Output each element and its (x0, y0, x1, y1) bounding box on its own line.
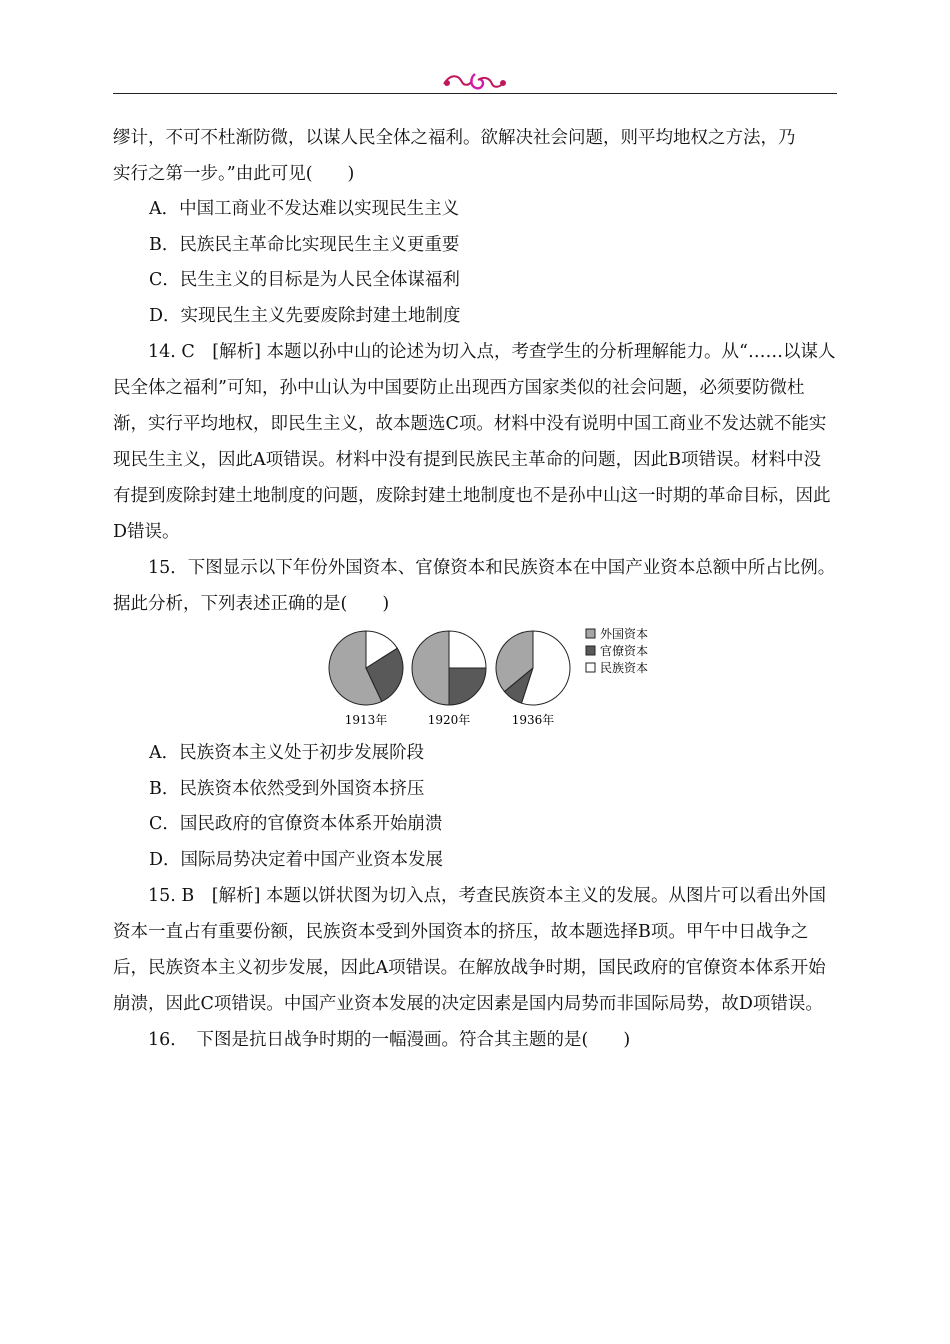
answer-15-text: 本题以饼状图为切入点，考查民族资本主义的发展。从图片可以看出外国资本一直占有重要份额，民族资本受到外国资本的挤压，故本题选择B项。甲午中日战争之后，民族资本主义初步发展，因此A项错误。在解放战争时期，国民政府的官僚资本体系开始崩溃，因此C项错误。中国产业资本发展的决定因素是国内局势而非国际局势，故D项错误。 (113, 886, 826, 1014)
pie-2-label: 1936年 (511, 713, 555, 727)
answer-15 (113, 878, 837, 1022)
pie-1-slice-2 (449, 631, 486, 668)
q15-option-c: C．国民政府的官僚资本体系开始崩溃 (149, 814, 443, 834)
q15-option-b: B．民族资本依然受到外国资本挤压 (149, 778, 425, 799)
pie-chart-figure (113, 624, 837, 732)
q13-option-a: A．中国工商业不发达难以实现民生主义 (149, 199, 460, 219)
q16-stem: 16． 下图是抗日战争时期的一幅漫画。符合其主题的是( ) (148, 1030, 631, 1050)
q15-stem: 15．下图显示以下年份外国资本、官僚资本和民族资本在中国产业资本总额中所占比例。据此分析，下列表述正确的是( ) (113, 558, 836, 614)
legend-label-0: 外国资本 (600, 627, 649, 641)
legend-swatch-1 (586, 646, 595, 655)
page-content (113, 120, 837, 1058)
legend-label-1: 官僚资本 (600, 644, 649, 658)
pie-1-label: 1920年 (427, 713, 471, 727)
q13-option-c: C．民生主义的目标是为人民全体谋福利 (149, 270, 460, 290)
q13-option-d: D．实现民生主义先要废除封建土地制度 (149, 305, 461, 326)
header-rule (113, 93, 837, 94)
legend-swatch-0 (586, 629, 595, 638)
pie-1-slice-0 (412, 631, 449, 705)
pie-chart (328, 624, 668, 732)
q15-option-d: D．国际局势决定着中国产业资本发展 (149, 849, 444, 870)
legend-label-2: 民族资本 (600, 661, 649, 675)
answer-14-label: 14. C [解析] (148, 342, 261, 362)
q15-option-a: A．民族资本主义处于初步发展阶段 (149, 743, 425, 763)
pie-0-label: 1913年 (344, 713, 388, 727)
q13-stem-line2: 实行之第一步。”由此可见( ) (113, 164, 355, 184)
answer-14 (113, 334, 837, 550)
answer-14-text: 本题以孙中山的论述为切入点，考查学生的分析理解能力。从“……以谋人民全体之福利”可知，孙中山认为中国要防止出现西方国家类似的社会问题，必须要防微杜渐，实行平均地权，即民生主义，故本题选C项。材料中没有说明中国工商业不发达就不能实现民生主义，因此A项错误。材料中没有提到民族民主革命的问题，因此B项错误。材料中没有提到废除封建土地制度的问题，废除封建土地制度也不是孙中山这一时期的革命目标，因此D错误。 (113, 342, 836, 542)
header-ornament-icon (440, 70, 510, 92)
pie-1-slice-1 (449, 668, 486, 705)
q13-option-b: B．民族民主革命比实现民生主义更重要 (149, 234, 460, 255)
answer-15-label: 15. B [解析] (148, 886, 261, 906)
legend-swatch-2 (586, 663, 595, 672)
q13-stem-line1: 缪计，不可不杜渐防微，以谋人民全体之福利。欲解决社会问题，则平均地权之方法，乃 (113, 128, 796, 148)
